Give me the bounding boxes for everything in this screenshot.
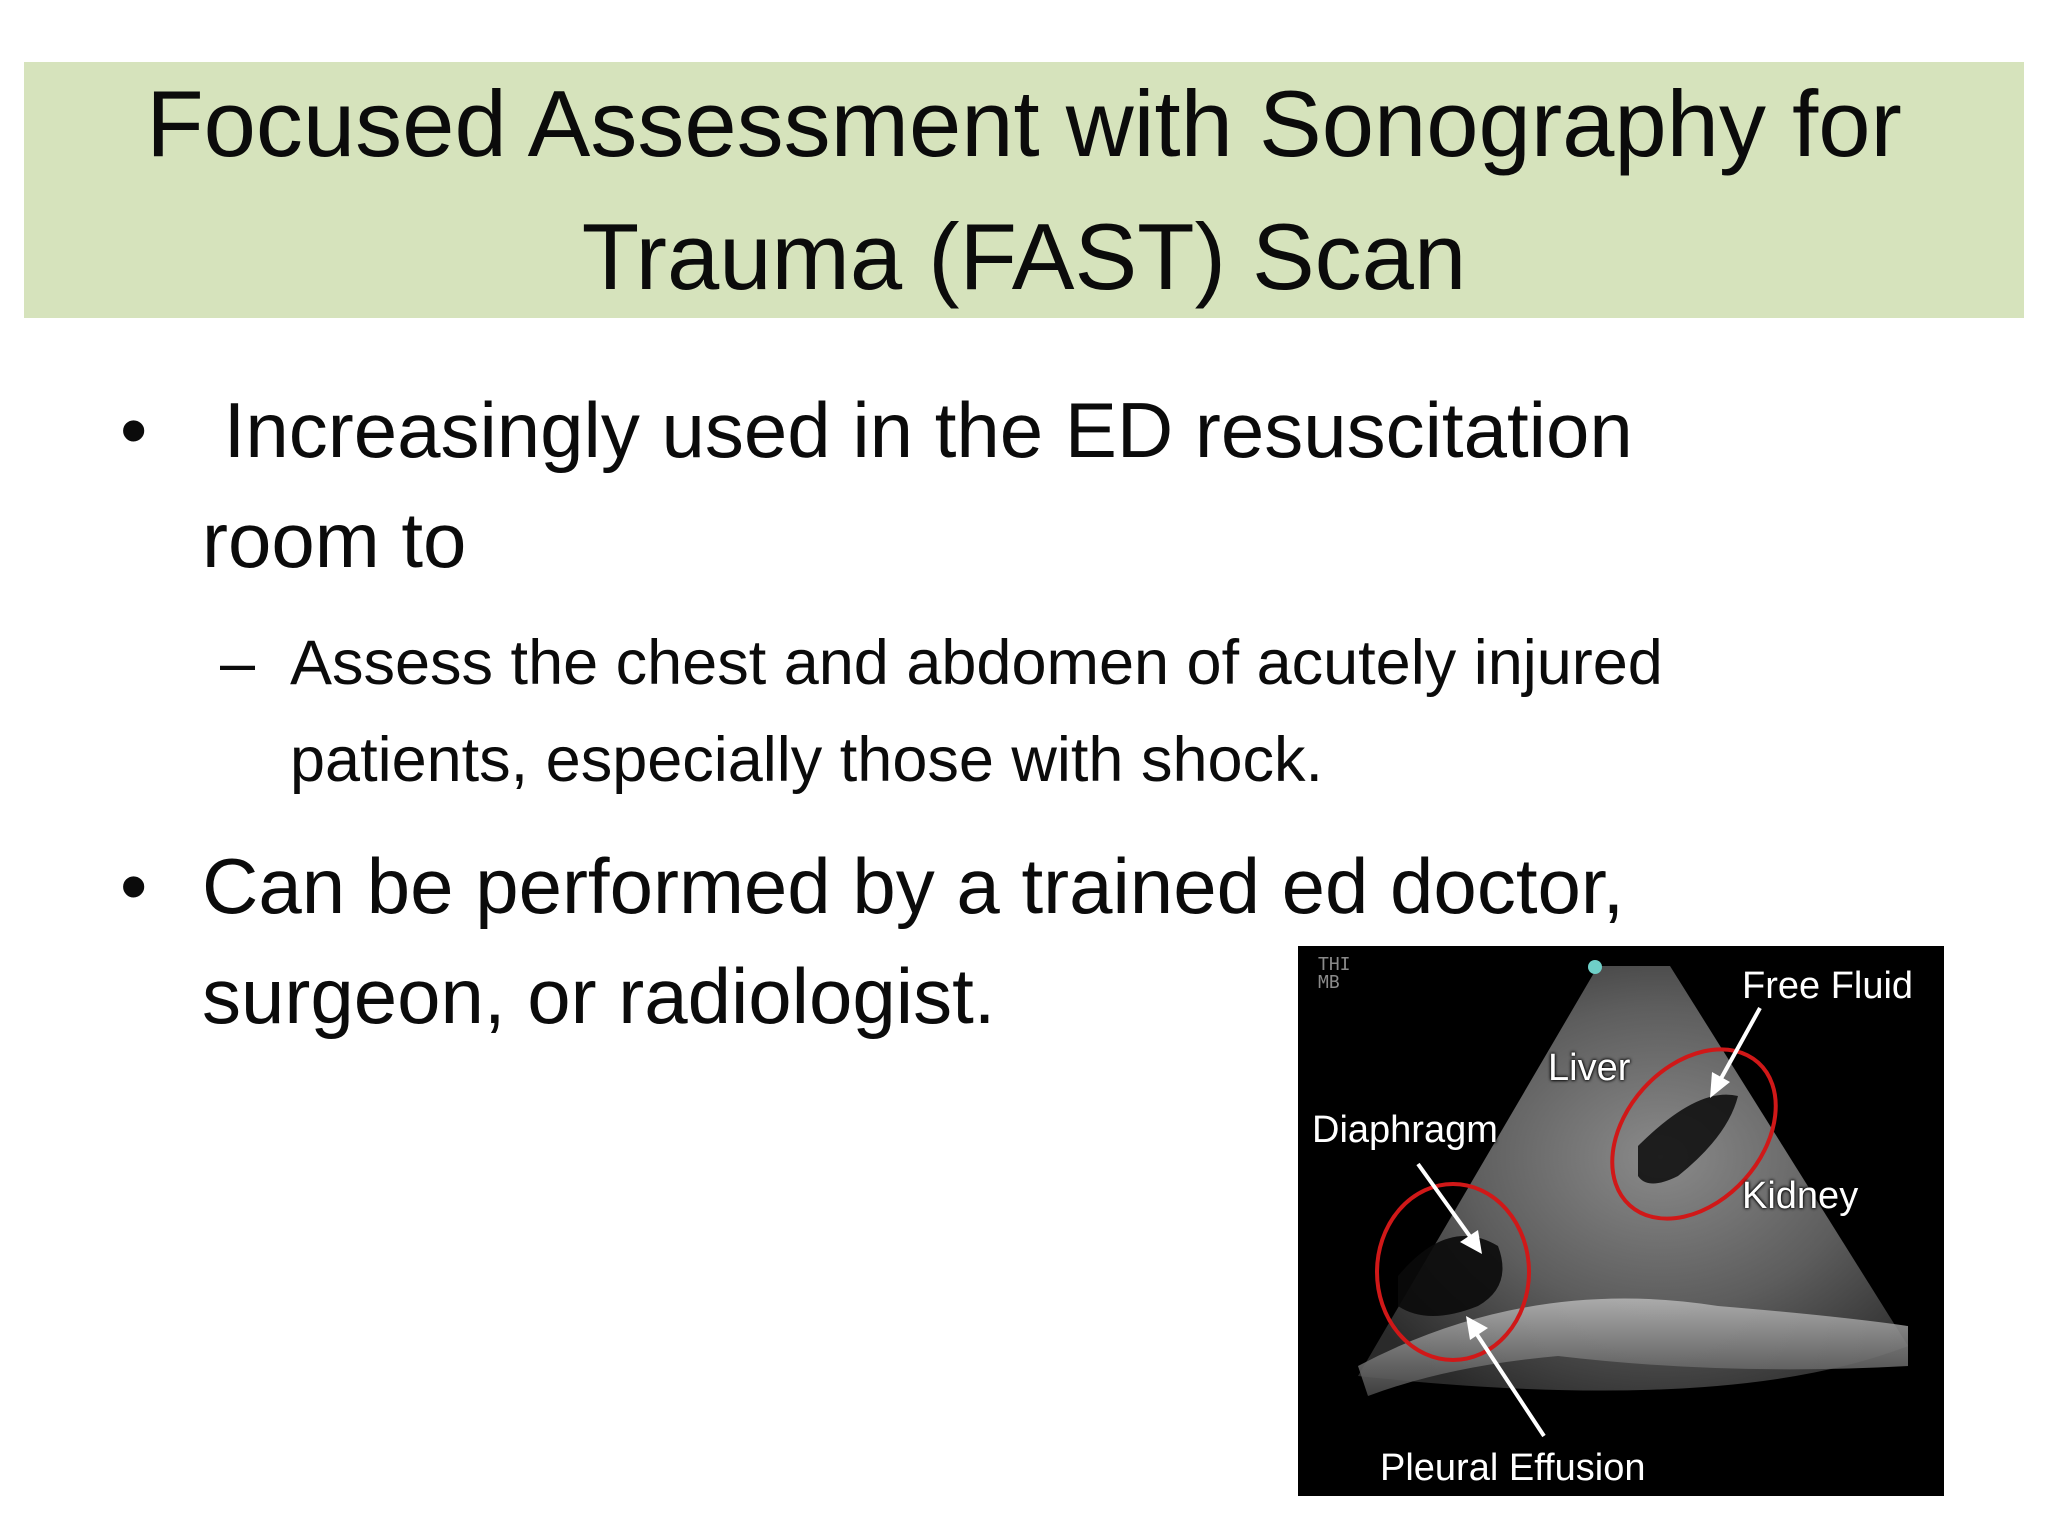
ultrasound-scan-graphic xyxy=(1298,946,1944,1496)
free-fluid-arrow xyxy=(1718,1008,1760,1084)
label-free-fluid: Free Fluid xyxy=(1742,965,1914,1007)
title-line-2: Trauma (FAST) Scan xyxy=(581,204,1467,309)
label-diaphragm: Diaphragm xyxy=(1312,1109,1498,1151)
title-line-1: Focused Assessment with Sonography for xyxy=(146,71,1902,176)
sub-bullet-item-1 xyxy=(120,615,1890,809)
bullet-1-line-2: room to xyxy=(202,496,467,584)
ultrasound-image xyxy=(1298,946,1944,1496)
bullet-item-1 xyxy=(120,375,1900,595)
slide-title xyxy=(34,57,2014,323)
ultrasound-marker-dot xyxy=(1588,960,1602,974)
label-liver: Liver xyxy=(1548,1047,1631,1089)
sub-bullet-marker: – xyxy=(220,628,256,698)
label-pleural-effusion: Pleural Effusion xyxy=(1380,1447,1646,1489)
ultrasound-mode-text: THI MB xyxy=(1318,954,1351,993)
bullet-1-line-1: Increasingly used in the ED resuscitation xyxy=(202,386,1633,474)
bullet-marker: • xyxy=(120,386,148,474)
label-kidney: Kidney xyxy=(1742,1175,1859,1217)
title-band xyxy=(24,62,2024,318)
bullet-2-line-2: surgeon, or radiologist. xyxy=(202,952,996,1040)
bullet-2-line-1: Can be performed by a trained ed doctor, xyxy=(202,842,1625,930)
sub-bullet-line-1: Assess the chest and abdomen of acutely injured xyxy=(290,628,1663,698)
bullet-marker: • xyxy=(120,842,148,930)
sub-bullet-line-2: patients, especially those with shock. xyxy=(290,725,1324,795)
